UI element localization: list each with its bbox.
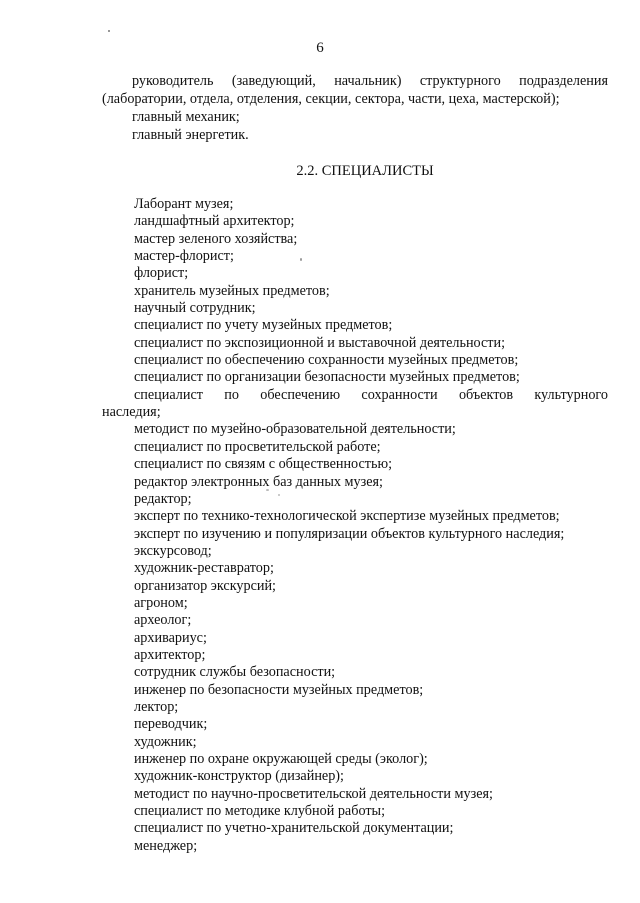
list-item: научный сотрудник;	[134, 300, 256, 317]
list-item: агроном;	[134, 594, 188, 611]
list-item: специалист по методике клубной работы;	[134, 803, 386, 820]
specialists-list	[102, 196, 608, 855]
list-item: специалист по экспозиционной и выставочной деятельности;	[134, 334, 506, 351]
list-item: специалист по просветительской работе;	[134, 438, 381, 455]
list-item: художник-конструктор (дизайнер);	[134, 768, 344, 785]
list-item: художник-реставратор;	[134, 560, 274, 577]
intro-line: главный механик;	[132, 109, 240, 125]
intro-block	[102, 72, 608, 144]
list-item: архитектор;	[134, 646, 206, 663]
list-item: редактор электронных баз данных музея;	[134, 473, 383, 490]
list-item: художник;	[134, 733, 197, 750]
list-item: специалист по связям с общественностью;	[134, 456, 393, 473]
section-title: 2.2. СПЕЦИАЛИСТЫ	[296, 163, 434, 179]
scan-speck	[266, 489, 269, 491]
list-item: лектор;	[134, 698, 179, 715]
list-item: инженер по безопасности музейных предметов;	[134, 681, 424, 698]
list-item: специалист по учету музейных предметов;	[134, 317, 393, 334]
intro-line: (лаборатории, отдела, отделения, секции, сектора, части, цеха, мастерской);	[102, 91, 560, 107]
list-item: эксперт по технико-технологической экспертизе музейных предметов;	[134, 508, 560, 525]
list-item: организатор экскурсий;	[134, 577, 276, 594]
intro-line: руководитель (заведующий, начальник) структурного подразделения	[132, 73, 608, 89]
list-item: Лаборант музея;	[134, 196, 234, 212]
list-item: флорист;	[134, 265, 189, 282]
list-item: мастер зеленого хозяйства;	[134, 230, 298, 247]
list-item: хранитель музейных предметов;	[134, 282, 330, 299]
list-item: менеджер;	[134, 837, 198, 854]
scan-speck	[108, 30, 110, 32]
list-item: методист по научно-просветительской деятельности музея;	[134, 785, 493, 802]
list-item: переводчик;	[134, 716, 208, 733]
list-item: редактор;	[134, 490, 192, 507]
page-number: 6	[316, 40, 324, 56]
scan-speck	[300, 258, 302, 261]
scan-speck	[278, 494, 280, 496]
list-item: экскурсовод;	[134, 542, 212, 559]
list-item: сотрудник службы безопасности;	[134, 664, 336, 681]
list-item: археолог;	[134, 612, 192, 629]
list-item: специалист по обеспечению сохранности музейных предметов;	[134, 352, 519, 369]
list-item: ландшафтный архитектор;	[134, 213, 295, 230]
list-item: специалист по учетно-хранительской документации;	[134, 820, 454, 837]
list-item: мастер-флорист;	[134, 248, 234, 265]
list-item: инженер по охране окружающей среды (эколог);	[134, 751, 428, 767]
list-item: специалист по организации безопасности музейных предметов;	[134, 369, 520, 386]
list-item: специалист по обеспечению сохранности объектов культурного наследия;	[102, 386, 608, 421]
list-item: эксперт по изучению и популяризации объектов культурного наследия;	[134, 525, 565, 542]
list-item: методист по музейно-образовательной деятельности;	[134, 421, 456, 438]
intro-line: главный энергетик.	[132, 127, 249, 143]
list-item: архивариус;	[134, 629, 207, 646]
